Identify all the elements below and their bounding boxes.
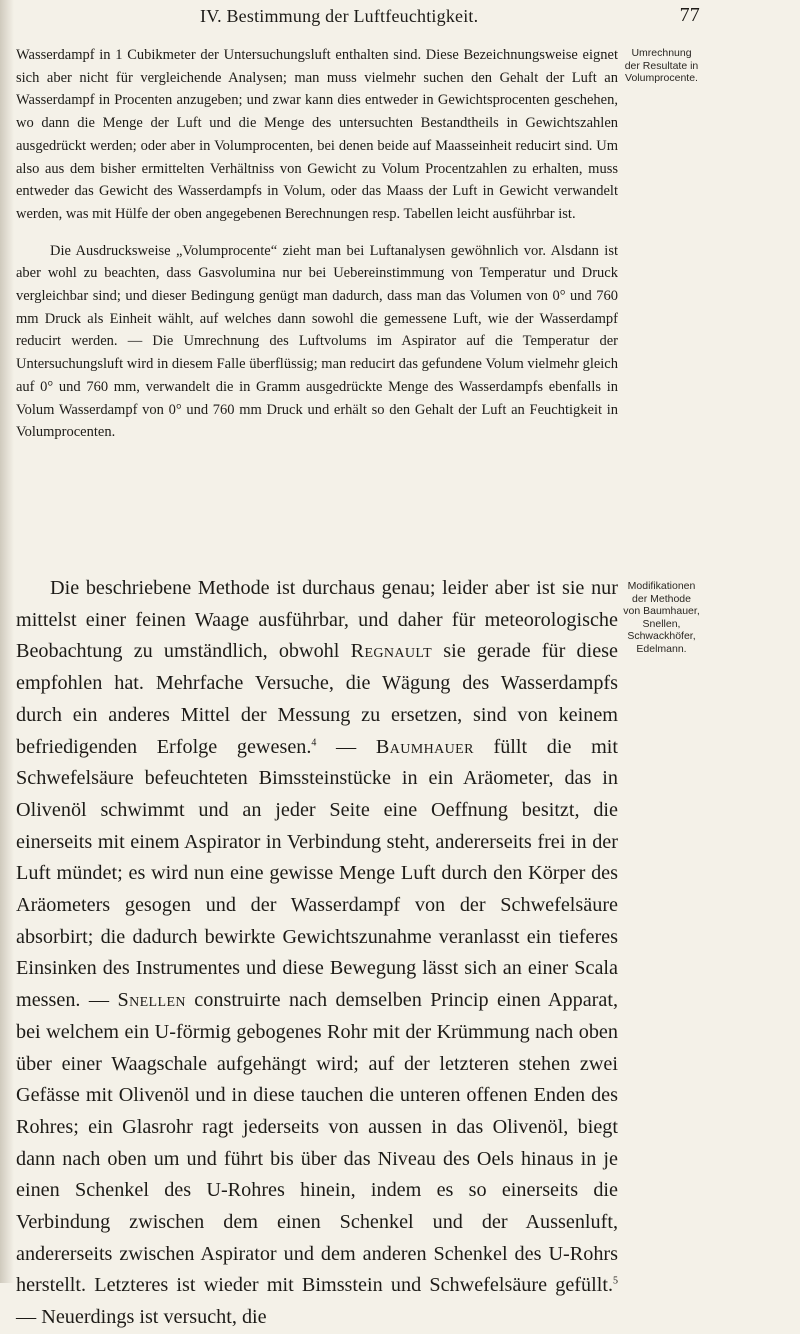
footnote-ref-5: 5 [613, 1275, 618, 1287]
text-run: — Neuerdings ist versucht, die [16, 1306, 267, 1329]
margin-note-modifikationen: Modifikationen der Methode von Baumhauer, Snellen, Schwackhöfer, Edelmann. [623, 580, 700, 655]
margin-note-umrechnung: Umrechnung der Resultate in Volumprocente. [624, 47, 699, 84]
footnote-ref-4: 4 [311, 736, 317, 748]
large-type-section [16, 573, 618, 1334]
text-run: Die beschriebene Methode ist durchaus genau; leider aber ist sie nur mittelst einer feinen Waage ausführbar, und daher für meteorologische Beobachtung zu umständlich, obwohl [16, 577, 618, 663]
text-run: füllt die mit Schwefelsäure befeuchteten Bimssteinstücke in ein Aräometer, das in Olivenöl schwimmt und an jeder Seite eine Oeffnung besitzt, die einerseits mit einem Aspirator in Verbindung steht, andererseits frei in der Luft mündet; es wird nun eine gewisse Menge Luft durch den Körper des Aräometers gesogen und der Wasserdampf von der Schwefelsäure absorbirt; die dadurch bewirkte Gewichtszunahme veranlasst ein tieferes Einsinken des Instrumentes und diese Bewegung lässt sich an einer Scala messen. — [16, 735, 618, 1012]
paragraph-volumprocente-intro: Wasserdampf in 1 Cubikmeter der Untersuchungsluft enthalten sind. Diese Bezeichnungsweise eignet sich aber nicht für vergleichende Analysen; man muss vielmehr suchen den Gehalt der Luft an Wasserdampf in Procenten anzugeben; und zwar kann dies entweder in Gewichtsprocenten geschehen, wo dann die Menge der Luft und die Menge des untersuchten Bestandtheils in Gewichtszahlen ausgedrückt werden; oder aber in Volumprocenten, bei denen beide auf Maasseinheit reducirt sind. Um also aus dem bisher ermittelten Verhältniss von Gewicht zu Volum Procentzahlen zu erhalten, muss entweder das Gewicht des Wasserdampfs in Volum, oder das Maass der Luft in Gewicht verwandelt werden, was mit Hülfe der oben angegebenen Berechnungen resp. Tabellen leicht ausführbar ist. [16, 47, 618, 222]
page-number: 77 [679, 4, 700, 26]
small-type-section [16, 44, 618, 444]
name-baumhauer: Baumhauer [375, 735, 474, 758]
text-run: — [316, 735, 376, 758]
text-run: construirte nach demselben Princip einen Apparat, bei welchem ein U-förmig gebogenes Rohr mit der Krümmung nach oben über einer Waagschale aufgehängt wird; auf der letzteren stehen zwei Gefässe mit Olivenöl und in diese tauchen die unteren offenen Enden des Rohres; ein Glasrohr ragt jederseits von aussen in das Olivenöl, biegt dann nach oben um und führt bis über das Niveau des Oels hinaus in je einen Schenkel des U-Rohres hinein, indem es so einerseits die Verbindung zwischen dem einen Schenkel und der Aussenluft, andererseits zwischen Aspirator und dem anderen Schenkel des U-Rohrs herstellt. Letzteres ist wieder mit Bimsstein und Schwefelsäure gefüllt. [16, 989, 619, 1297]
name-snellen: Snellen [117, 989, 186, 1012]
name-regnault: Regnault [350, 640, 433, 663]
gutter-shadow [0, 0, 14, 1283]
paragraph-methode [16, 573, 618, 1334]
text-run: sie gerade für diese empfohlen hat. Mehrfache Versuche, die Wägung des Wasserdampfs durch ein anderes Mittel der Messung zu ersetzen, sind von keinem befriedigenden Erfolge gewesen. [16, 640, 618, 758]
paragraph-ausdrucksweise: Die Ausdrucksweise „Volumprocente“ zieht man bei Luftanalysen gewöhnlich vor. Alsdann ist aber wohl zu beachten, dass Gasvolumina nur bei Uebereinstimmung von Temperatur und Druck vergleichbar sind; und dieser Bedingung genügt man dadurch, dass man das Volumen von 0° und 760 mm Druck als Einheit wählt, auf welches dann sowohl die gemessene Luft, wie der Wasserdampf reducirt werden. — Die Umrechnung des Luftvolums im Aspirator auf die Temperatur der Untersuchungsluft wird in diesem Falle überflüssig; man reducirt das gefundene Volum vielmehr gleich auf 0° und 760 mm, verwandelt die in Gramm ausgedrückte Menge des Wasserdampfs ebenfalls in Volum Wasserdampf von 0° und 760 mm Druck und erhält so den Gehalt der Luft an Feuchtigkeit in Volumprocenten. [16, 242, 618, 441]
running-head [200, 4, 700, 30]
chapter-title: IV. Bestimmung der Luftfeuchtigkeit. [200, 6, 479, 26]
